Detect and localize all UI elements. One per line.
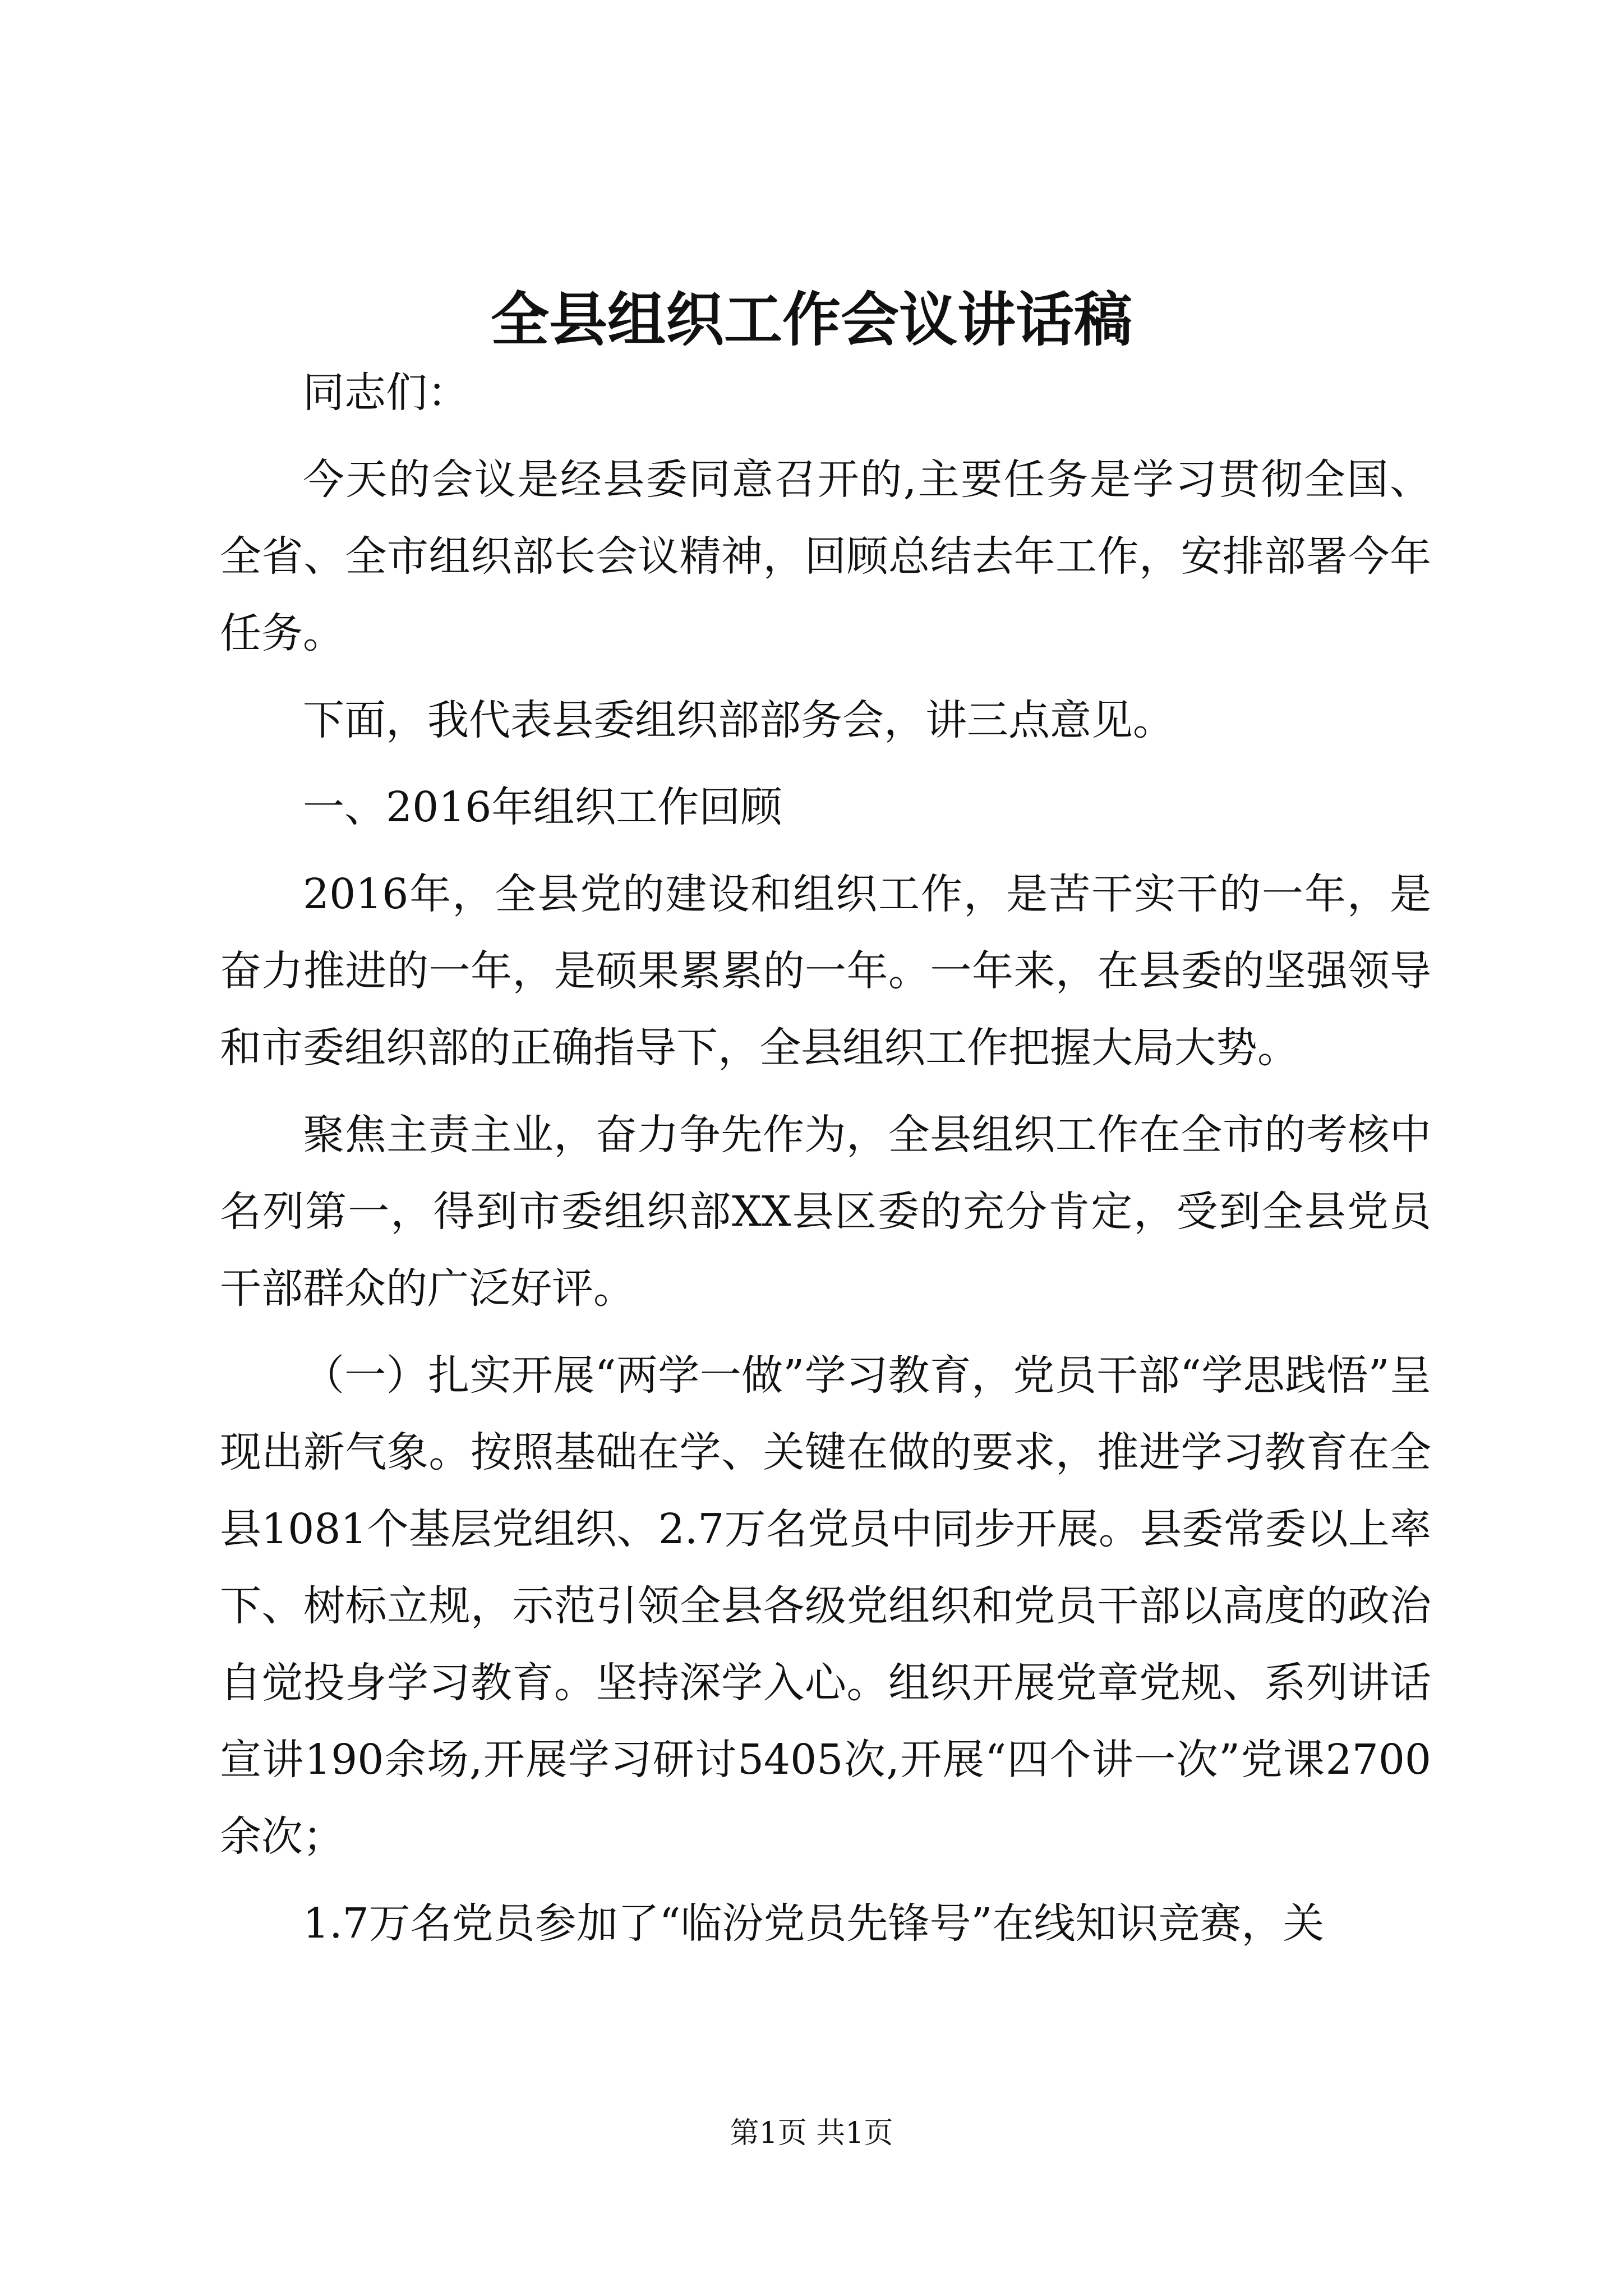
paragraph-greeting: 同志们：: [303, 369, 469, 417]
paragraph-education: （一）扎实开展“两学一做”学习教育，党员干部“学思践悟”呈现出新气象。按照基础在学、关键在做的要求，推进学习教育在全县1081个基层党组织、2.7万名党员中同步开展。县委常委以上率下、树标立规，示范引领全县各级党组织和党员干部以高度的政治自觉投身学习教育。坚持深学入心。组织开展党章党规、系列讲话宣讲190余场,开展学习研讨5405次,开展“四个讲一次”党课2700余次；: [220, 1351, 1431, 1861]
paragraph-year-summary: 2016年，全县党的建设和组织工作，是苦干实干的一年，是奋力推进的一年，是硕果累累的一年。一年来，在县委的坚强领导和市委组织部的正确指导下，全县组织工作把握大局大势。: [220, 870, 1431, 1072]
page-footer: 第1页 共1页: [730, 2116, 893, 2150]
paragraph-meeting-purpose: 今天的会议是经县委同意召开的,主要任务是学习贯彻全国、全省、全市组织部长会议精神，回顾总结去年工作，安排部署今年任务。: [220, 455, 1431, 657]
paragraph-ranking: 聚焦主责主业，奋力争先作为，全县组织工作在全市的考核中名列第一，得到市委组织部XX县区委的充分肯定，受到全县党员干部群众的广泛好评。: [220, 1111, 1431, 1313]
paragraph-competition: 1.7万名党员参加了“临汾党员先锋号”在线知识竞赛，关: [303, 1899, 1325, 1948]
document-title: 全县组织工作会议讲话稿: [490, 285, 1132, 354]
section-heading-review: 一、2016年组织工作回顾: [303, 783, 782, 831]
document-body: [220, 355, 1431, 1972]
paragraph-three-points: 下面，我代表县委组织部部务会，讲三点意见。: [303, 696, 1174, 744]
